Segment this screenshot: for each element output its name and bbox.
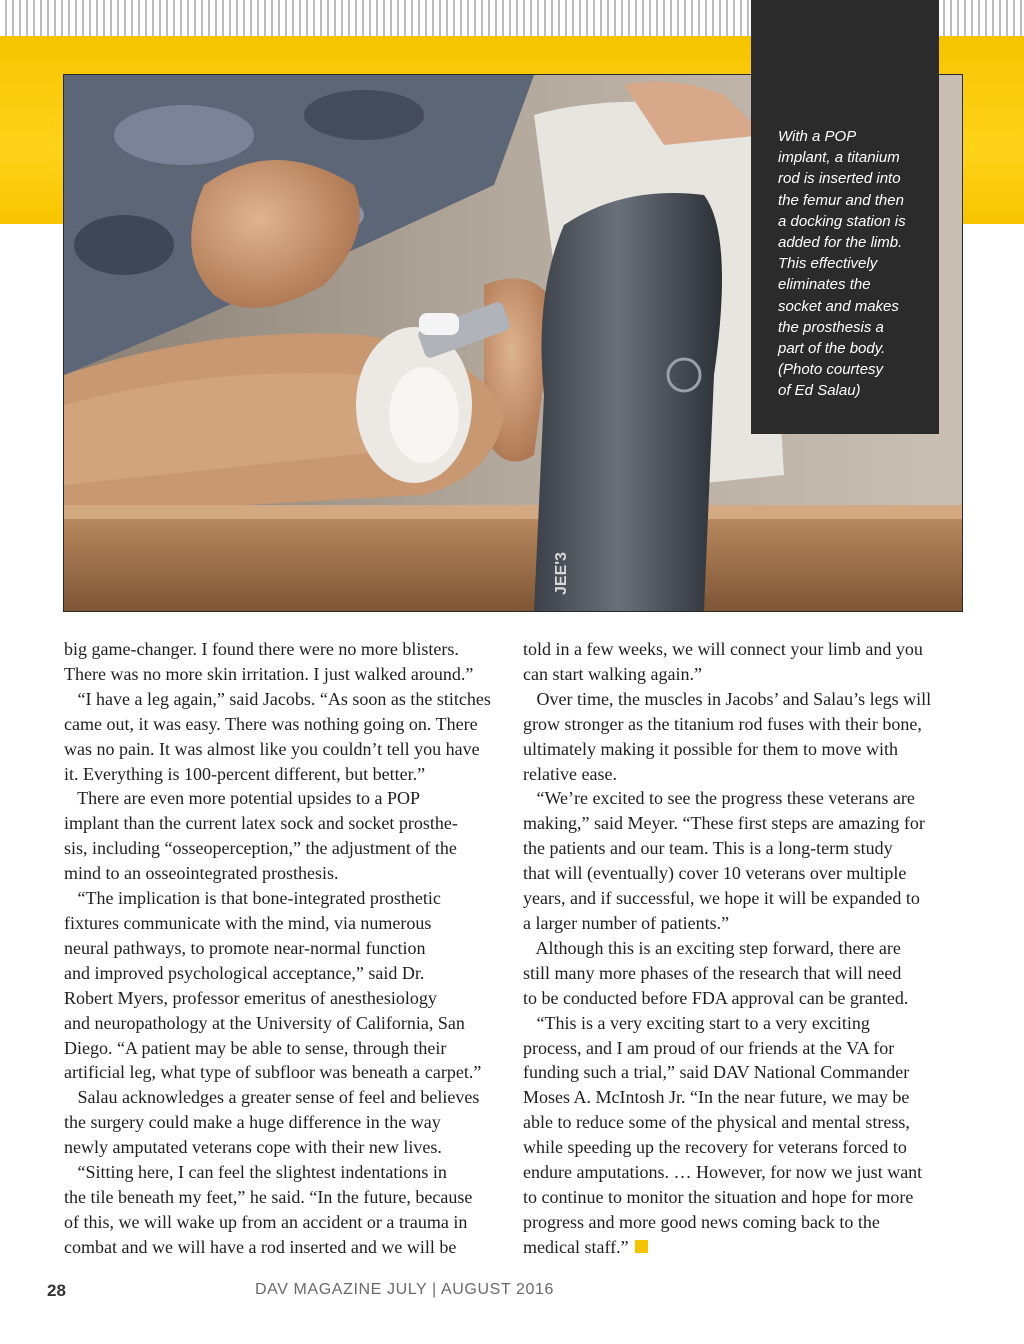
caption-line: of Ed Salau): [778, 382, 861, 400]
left_column-line: and neuropathology at the University of California, San: [64, 1012, 465, 1033]
photo-caption: [778, 126, 928, 402]
right_column-line: still many more phases of the research that will need: [523, 962, 902, 983]
caption-line: socket and makes: [778, 297, 899, 315]
right_column-line: “We’re excited to see the progress these veterans are: [523, 788, 915, 809]
left_column-line: and improved psychological acceptance,” said Dr.: [64, 962, 425, 983]
right_column-line: able to reduce some of the physical and mental stress,: [523, 1112, 910, 1133]
left_column-line: it. Everything is 100-percent different, but better.”: [64, 763, 426, 784]
right_column-line: Although this is an exciting step forward, there are: [523, 937, 901, 958]
left_column-line: “Sitting here, I can feel the slightest indentations in: [64, 1162, 447, 1183]
right_column-line: that will (eventually) cover 10 veterans over multiple: [523, 863, 907, 884]
left_column-line: neural pathways, to promote near-normal function: [64, 937, 426, 958]
right_column-line: grow stronger as the titanium rod fuses with their bone,: [523, 713, 922, 734]
caption-line: implant, a titanium: [778, 149, 900, 167]
left_column-line: “The implication is that bone-integrated prosthetic: [64, 888, 441, 909]
prosthesis-label: JEE'3: [553, 552, 570, 595]
left_column-line: There was no more skin irritation. I just walked around.”: [64, 663, 474, 684]
left_column-line: “I have a leg again,” said Jacobs. “As soon as the stitches: [64, 688, 491, 709]
right_column-line: making,” said Meyer. “These first steps are amazing for: [523, 813, 925, 834]
caption-line: added for the limb.: [778, 234, 903, 252]
left_column-line: the surgery could make a huge difference in the way: [64, 1112, 441, 1133]
left_column-line: sis, including “osseoperception,” the adjustment of the: [64, 838, 457, 859]
right_column-line: years, and if successful, we hope it will be expanded to: [523, 888, 920, 909]
right_column-line: to continue to monitor the situation and hope for more: [523, 1186, 914, 1207]
right_column-line: process, and I am proud of our friends at the VA for: [523, 1037, 895, 1058]
left_column-line: Diego. “A patient may be able to sense, through their: [64, 1037, 447, 1058]
left_column-line: was no pain. It was almost like you couldn’t tell you have: [64, 738, 480, 759]
caption-line: the prosthesis a: [778, 318, 884, 336]
right_column-line: “This is a very exciting start to a very exciting: [523, 1012, 870, 1033]
caption-line: the femur and then: [778, 191, 904, 209]
caption-line: a docking station is: [778, 212, 906, 230]
left_column-line: artificial leg, what type of subfloor was beneath a carpet.”: [64, 1062, 482, 1083]
left_column-line: newly amputated veterans cope with their new lives.: [64, 1137, 442, 1158]
right_column-line: can start walking again.”: [523, 663, 702, 684]
right_column-line: relative ease.: [523, 763, 617, 784]
right_column-line: the patients and our team. This is a long-term study: [523, 838, 893, 859]
right_column-line: a larger number of patients.”: [523, 912, 730, 933]
caption-line: eliminates the: [778, 276, 871, 294]
left_column-line: came out, it was easy. There was nothing going on. There: [64, 713, 478, 734]
left_column-line: Robert Myers, professor emeritus of anesthesiology: [64, 987, 437, 1008]
right_column-line: Over time, the muscles in Jacobs’ and Salau’s legs will: [523, 688, 932, 709]
left_column-line: of this, we will wake up from an accident or a trauma in: [64, 1211, 468, 1232]
right_column-line: progress and more good news coming back to the: [523, 1211, 880, 1232]
right_column-line: told in a few weeks, we will connect your limb and you: [523, 639, 923, 659]
left_column-line: combat and we will have a rod inserted and we will be: [64, 1236, 457, 1257]
caption-line: This effectively: [778, 255, 878, 273]
caption-line: rod is inserted into: [778, 170, 901, 188]
caption-line: With a POP: [778, 128, 857, 145]
right_column-line: funding such a trial,” said DAV National Commander: [523, 1062, 910, 1083]
article-column-right: [523, 637, 963, 1260]
right_column-line: ultimately making it possible for them to move with: [523, 738, 898, 759]
right_column-line: medical staff.”: [523, 1235, 963, 1260]
article-column-left: [64, 637, 504, 1260]
left_column-line: implant than the current latex sock and socket prosthe-: [64, 813, 458, 834]
right_column-line: to be conducted before FDA approval can be granted.: [523, 987, 909, 1008]
left_column-line: the tile beneath my feet,” he said. “In the future, because: [64, 1186, 473, 1207]
caption-line: (Photo courtesy: [778, 361, 884, 379]
left_column-line: There are even more potential upsides to a POP: [64, 788, 421, 809]
page-number: 28: [47, 1281, 66, 1300]
right_column-line: Moses A. McIntosh Jr. “In the near future, we may be: [523, 1087, 910, 1108]
left_column-line: mind to an osseointegrated prosthesis.: [64, 863, 339, 884]
publication-footer: DAV MAGAZINE JULY | AUGUST 2016: [255, 1281, 554, 1298]
left_column-line: big game-changer. I found there were no more blisters.: [64, 639, 459, 659]
right_column-line: while speeding up the recovery for veterans forced to: [523, 1137, 907, 1158]
end-of-article-mark: [635, 1240, 648, 1253]
left_column-line: Salau acknowledges a greater sense of feel and believes: [64, 1087, 480, 1108]
caption-line: part of the body.: [778, 340, 886, 358]
right_column-line: endure amputations. … However, for now we just want: [523, 1162, 923, 1183]
left_column-line: fixtures communicate with the mind, via numerous: [64, 912, 432, 933]
